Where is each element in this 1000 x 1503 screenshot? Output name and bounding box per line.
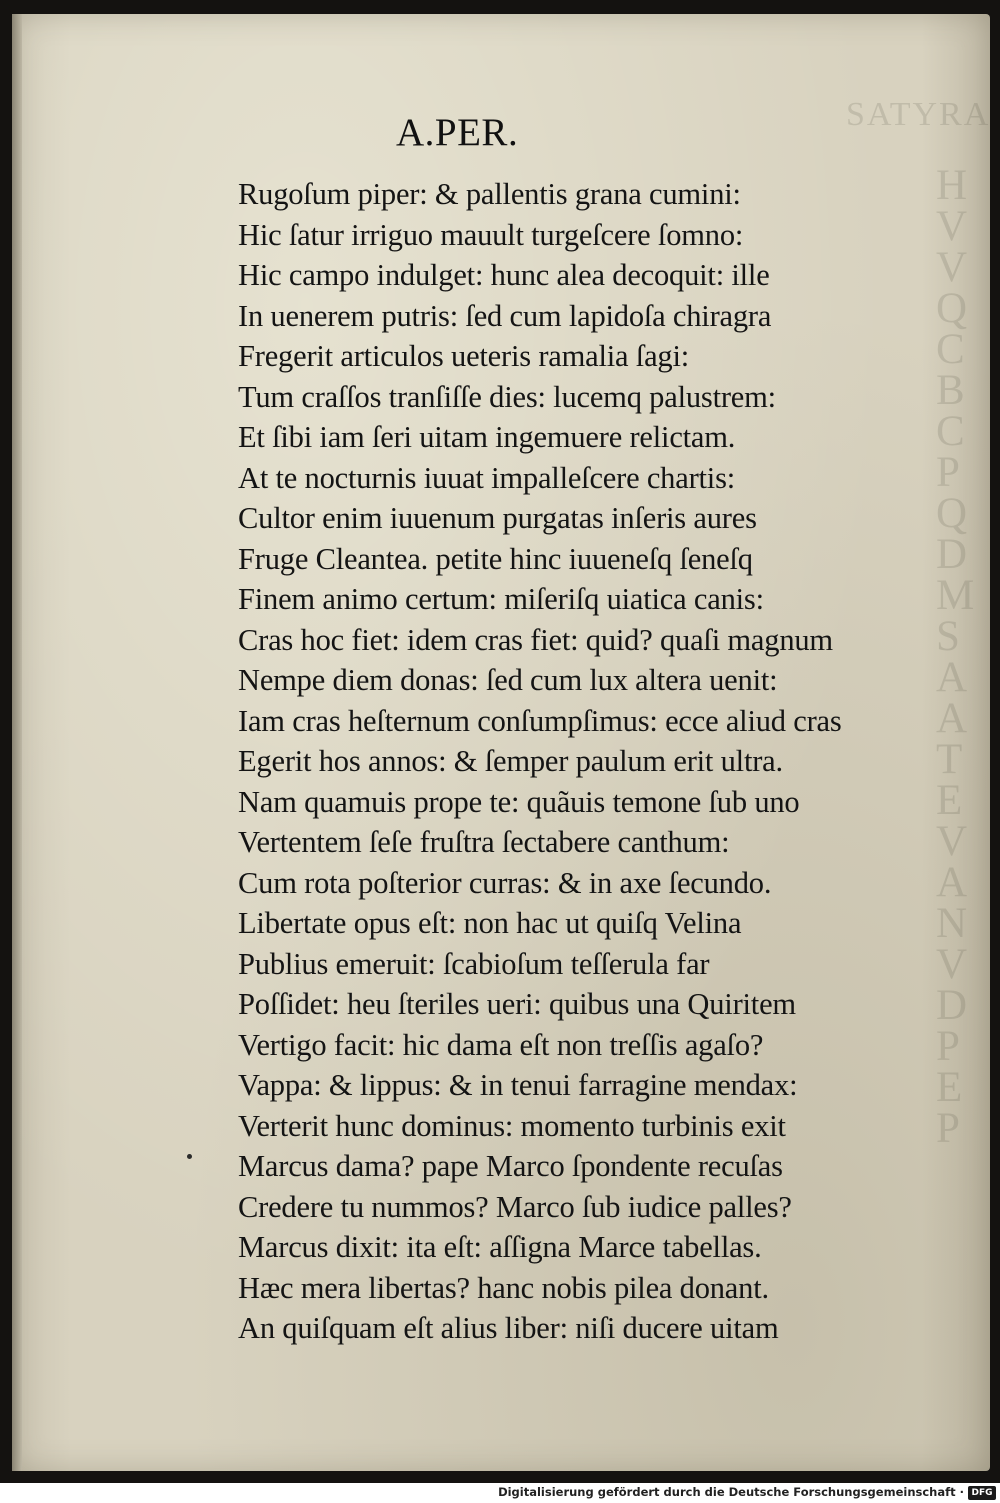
verso-initial: S [936,613,960,660]
verso-initial: Q [936,285,968,332]
verse-line: Hic campo indulget: hunc alea decoquit: ille [238,258,770,292]
verso-initial: A [936,654,968,701]
verso-initial: N [936,900,968,947]
verso-initial: V [936,818,968,865]
footer-credit: Digitalisierung gefördert durch die Deutsche Forschungsgemeinschaft · [498,1485,964,1499]
verse-line: Vertentem ſeſe fruſtra ſectabere canthum: [238,825,730,859]
verso-initial: E [936,777,963,824]
verse-line: Poſſidet: heu ſteriles ueri: quibus una Quiritem [238,987,796,1021]
verso-initial: V [936,244,968,291]
verse-line: Marcus dixit: ita eſt: aſſigna Marce tabellas. [238,1230,762,1264]
verso-initial: D [936,531,968,578]
verse-line: Finem animo certum: miſeriſq uiatica canis: [238,582,764,616]
verse-line: Nempe diem donas: ſed cum lux altera uenit: [238,663,778,697]
verso-initial: B [936,367,965,414]
verse-line: Fruge Cleantea. petite hinc iuueneſq ſeneſq [238,541,753,576]
verse-line: Iam cras heſternum conſumpſimus: ecce aliud cras [238,703,842,738]
verse-text-block [238,174,898,1349]
footer-bar [0,1483,1000,1503]
running-head: A.PER. [396,111,519,154]
verse-line: Hæc mera libertas? hanc nobis pilea donant. [238,1270,769,1305]
verso-initial: M [936,572,975,619]
verso-initial: T [936,736,963,783]
verse-line: Egerit hos annos: & ſemper paulum erit ultra. [238,744,783,778]
verse-line: Vappa: & lippus: & in tenui farragine mendax: [238,1068,798,1102]
verse-line: Verterit hunc dominus: momento turbinis exit [238,1108,786,1143]
verse-line: Fregerit articulos ueteris ramalia ſagi: [238,339,690,373]
verso-initial: C [936,408,965,455]
verso-initial: A [936,859,968,906]
verso-initial: C [936,326,965,373]
verse-line: In uenerem putris: ſed cum lapidoſa chiragra [238,298,772,333]
verse-line: Nam quamuis prope te: quãuis temone ſub uno [238,784,800,819]
dfg-logo: DFG [968,1486,996,1500]
verso-initial: Q [936,490,968,537]
verse-line: Credere tu nummos? Marco ſub iudice palles? [238,1189,792,1224]
verse-line: At te nocturnis iuuat impalleſcere chartis: [238,460,736,495]
verso-initial: V [936,203,968,250]
book-page [12,14,990,1471]
verso-initial: D [936,982,968,1029]
verso-initial: E [936,1064,963,1111]
margin-mark [187,1154,192,1159]
verso-initial: V [936,941,968,988]
verse-line: Et ſibi iam ſeri uitam ingemuere relictam. [238,420,736,454]
verse-line: Vertigo facit: hic dama eſt non treſſis agaſo? [238,1027,764,1062]
verso-running-head: SATYRA [846,96,991,133]
verse-line: Cum rota poſterior curras: & in axe ſecundo. [238,865,772,900]
verse-line: Cras hoc fiet: idem cras fiet: quid? quaſi magnum [238,622,833,657]
verso-initial: H [936,162,968,209]
verso-initial: A [936,695,968,742]
verso-initial: P [936,1023,960,1070]
verse-line: Publius emeruit: ſcabioſum teſſerula far [238,946,710,981]
verse-line: Marcus dama? pape Marco ſpondente recuſas [238,1149,783,1183]
verse-line: Libertate opus eſt: non hac ut quiſq Velina [238,906,742,940]
verso-initial: P [936,1105,960,1152]
page-gutter-edge [12,14,22,1471]
verse-line: Hic ſatur irriguo mauult turgeſcere ſomno: [238,217,744,252]
verse-line: Cultor enim iuuenum purgatas inſeris aures [238,501,757,535]
verse-line: Tum craſſos tranſiſſe dies: lucemq palustrem: [238,379,776,414]
verse-line: An quiſquam eſt alius liber: niſi ducere uitam [238,1311,779,1345]
verse-line: Rugoſum piper: & pallentis grana cumini: [238,177,741,211]
verso-initial: P [936,449,960,496]
